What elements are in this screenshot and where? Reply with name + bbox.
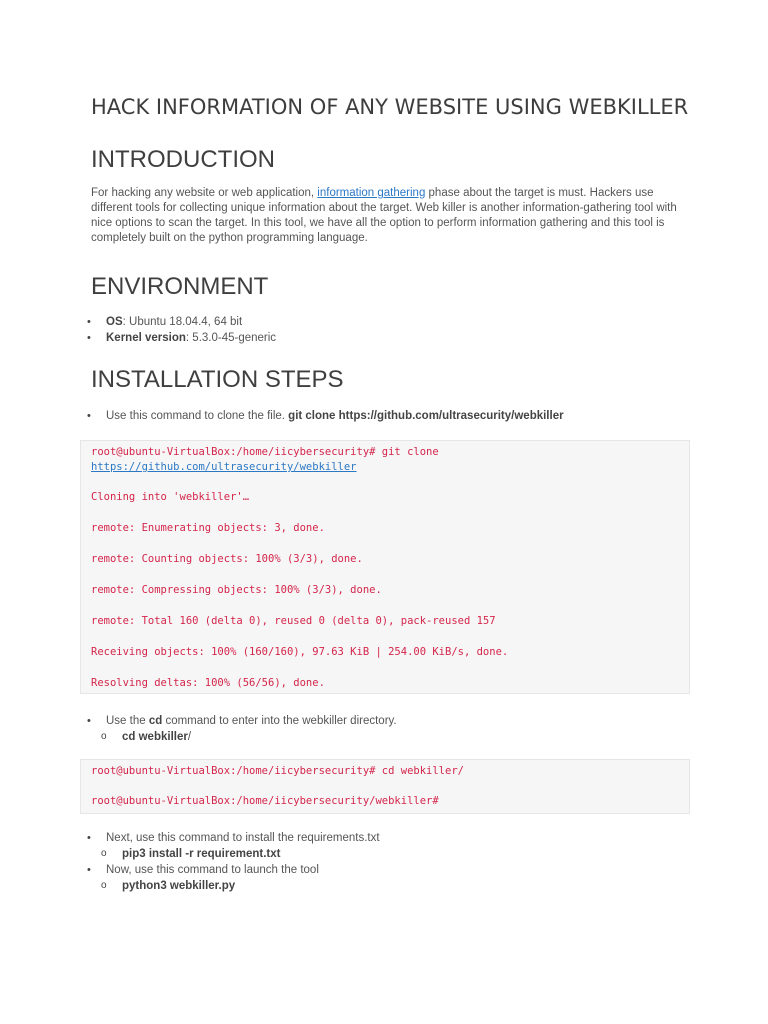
list-item [0,846,380,862]
list-item [0,713,397,729]
installation-step-3-4 [0,830,380,894]
list-item [0,408,564,424]
environment-list [0,314,276,346]
intro-text-end: phase about the target is must. Hackers use different tools for collecting unique information about the target. Web killer is another information-gathering tool with nice options to scan the target. In this tool, we have all the option to perform information gathering and this tool is completely built on the python programming language. [91,187,677,244]
step-3-text: Next, use this command to install the requirements.txt [106,832,380,844]
sub-bullet-icon: o [101,880,107,891]
step-2-command-suffix: / [187,731,192,743]
list-item [0,729,397,745]
step-4-text: Now, use this command to launch the tool [106,864,319,876]
bullet-icon: • [87,316,91,328]
list-item [0,878,380,894]
code-line: root@ubuntu-VirtualBox:/home/iicybersecurity/webkiller# [91,795,439,807]
github-url-link[interactable]: https://github.com/ultrasecurity/webkiller [91,461,357,473]
step-3-command: pip3 install -r requirement.txt [122,848,281,860]
step-2-bold: cd [148,715,163,727]
environment-heading: ENVIRONMENT [91,273,269,300]
intro-text-start: For hacking any website or web application, [91,187,318,199]
bullet-icon: • [87,332,91,344]
code-line: root@ubuntu-VirtualBox:/home/iicybersecurity# git clone [91,446,439,458]
clone-code-block [80,440,690,694]
step-2-command: cd webkiller [122,731,188,743]
installation-heading: INSTALLATION STEPS [91,366,344,393]
step-1-text: Use this command to clone the file. [106,410,289,422]
bullet-icon: • [87,715,91,727]
code-line: Receiving objects: 100% (160/160), 97.63 KiB | 254.00 KiB/s, done. [91,646,509,658]
sub-bullet-icon: o [101,848,107,859]
step-2-post: command to enter into the webkiller directory. [162,715,397,727]
bullet-icon: • [87,410,91,422]
step-1-command: git clone https://github.com/ultrasecurity/webkiller [288,410,564,422]
list-item [0,330,276,346]
bullet-icon: • [87,864,91,876]
code-line: Cloning into 'webkiller'… [91,491,250,503]
bullet-icon: • [87,832,91,844]
kernel-label: Kernel version [106,332,186,344]
kernel-value: : 5.3.0-45-generic [185,332,277,344]
page-title: HACK INFORMATION OF ANY WEBSITE USING WEBKILLER [91,95,689,119]
code-line: remote: Enumerating objects: 3, done. [91,522,325,534]
intro-heading: INTRODUCTION [91,146,275,173]
installation-step-1 [0,408,564,424]
step-2-pre: Use the [106,715,149,727]
sub-bullet-icon: o [101,731,107,742]
list-item [0,314,276,330]
cd-code-block [80,759,690,814]
code-line: remote: Total 160 (delta 0), reused 0 (delta 0), pack-reused 157 [91,615,496,627]
list-item [0,862,380,878]
code-line: remote: Compressing objects: 100% (3/3), done. [91,584,382,596]
code-line: remote: Counting objects: 100% (3/3), done. [91,553,363,565]
os-value: : Ubuntu 18.04.4, 64 bit [122,316,243,328]
list-item [0,830,380,846]
step-4-command: python3 webkiller.py [122,880,236,892]
code-line: root@ubuntu-VirtualBox:/home/iicybersecurity# cd webkiller/ [91,765,464,777]
os-label: OS [106,316,123,328]
information-gathering-link[interactable]: information gathering [317,187,426,199]
code-line: Resolving deltas: 100% (56/56), done. [91,677,325,689]
installation-step-2 [0,713,397,745]
intro-paragraph [91,186,681,246]
